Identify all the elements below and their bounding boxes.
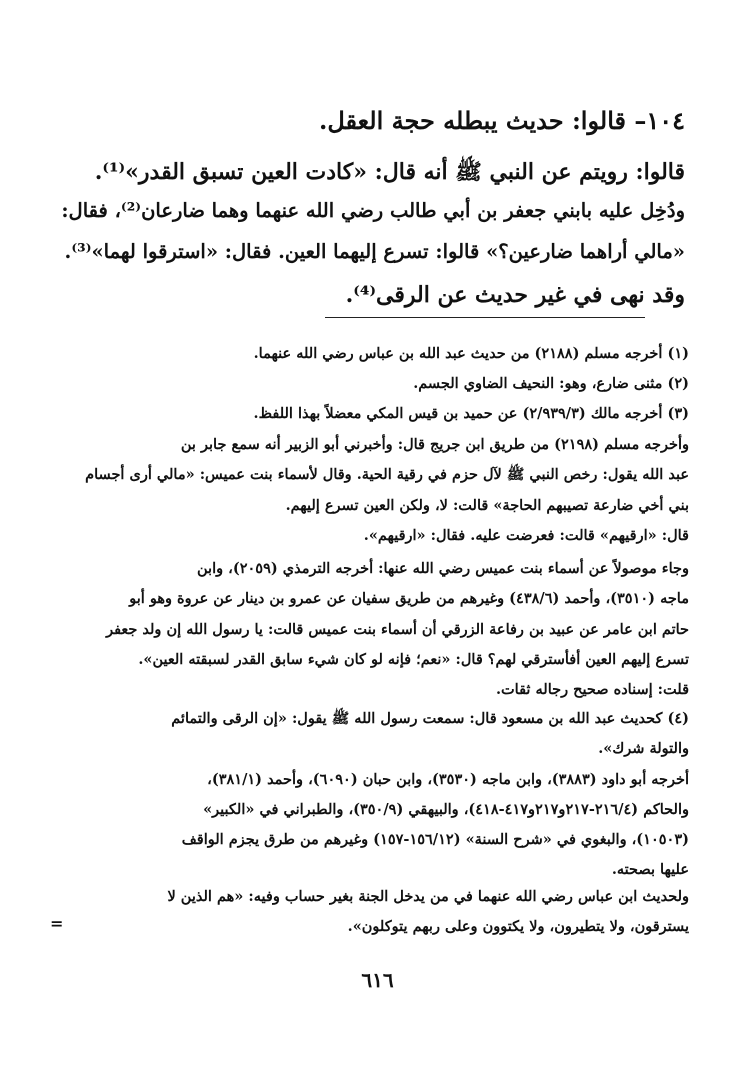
- main-text-line: قالوا: رويتم عن النبي ﷺ أنه قال: «كادت العين تسبق القدر»⁽¹⁾.: [94, 159, 685, 185]
- footnote-line: يسترقون، ولا يتطيرون، ولا يكتوون وعلى ربهم يتوكلون».: [347, 918, 689, 935]
- footnote-line: وأخرجه مسلم (٢١٩٨) من طريق ابن جريج قال: وأخبرني أبو الزبير أنه سمع جابر بن: [180, 436, 689, 453]
- footnote-line: (٤) كحديث عبد الله بن مسعود قال: سمعت رسول الله ﷺ يقول: «إن الرقى والتمائم: [171, 710, 689, 727]
- footnote-line: (١) أخرجه مسلم (٢١٨٨) من حديث عبد الله بن عباس رضي الله عنهما.: [253, 345, 689, 362]
- footnote-line: قال: «ارقيهم» قالت: فعرضت عليه. فقال: «ارقيهم».: [363, 527, 689, 544]
- footnote-line: عليها بصحته.: [611, 861, 689, 878]
- footnote-line: والتولة شرك».: [598, 740, 689, 757]
- footnote-line: (١٠٥٠٣)، والبغوي في «شرح السنة» (١٥٦/١٢-١٥٧) وغيرهم من طرق يجزم الواقف: [181, 831, 689, 848]
- main-text-line: ودُخِل عليه بابني جعفر بن أبي طالب رضي الله عنهما وهما ضارعان⁽²⁾، فقال:: [61, 199, 685, 222]
- main-text-line: وقد نهى في غير حديث عن الرقى⁽⁴⁾.: [345, 282, 685, 308]
- footnote-line: وجاء موصولاً عن أسماء بنت عميس رضي الله عنها: أخرجه الترمذي (٢٠٥٩)، وابن: [197, 560, 689, 577]
- continuation-mark: =: [50, 914, 64, 933]
- footnote-line: (٢) مثنى ضارع، وهو: النحيف الضاوي الجسم.: [413, 375, 689, 392]
- footnote-line: قلت: إسناده صحيح رجاله ثقات.: [495, 681, 689, 698]
- footnote-line: عبد الله يقول: رخص النبي ﷺ لآل حزم في رقية الحية. وقال لأسماء بنت عميس: «مالي أرى أجسام: [85, 466, 689, 483]
- footnote-line: تسرع إليهم العين أفأسترقي لهم؟ قال: «نعم؛ فإنه لو كان شيء سابق القدر لسبقته العين».: [138, 651, 689, 668]
- page-number: ٦١٦: [361, 968, 394, 992]
- footnote-divider: [325, 317, 645, 318]
- footnote-line: حاتم ابن عامر عن عبيد بن رفاعة الزرقي أن أسماء بنت عميس قالت: يا رسول الله إن ولد جعفر: [106, 621, 689, 638]
- section-heading: ١٠٤– قالوا: حديث يبطله حجة العقل.: [319, 106, 685, 135]
- main-text-line: «مالي أراهما ضارعين؟» قالوا: تسرع إليهما العين. فقال: «استرقوا لهما»⁽³⁾.: [64, 240, 685, 263]
- footnote-line: والحاكم (٢١٦/٤-٢١٧و٢١٧و٤١٧-٤١٨)، والبيهقي (٣٥٠/٩)، والطبراني في «الكبير»: [203, 801, 689, 818]
- footnote-line: (٣) أخرجه مالك (٢/٩٣٩/٣) عن حميد بن قيس المكي معضلاً بهذا اللفظ.: [253, 405, 689, 422]
- footnote-line: ولحديث ابن عباس رضي الله عنهما في من يدخل الجنة بغير حساب وفيه: «هم الذين لا: [167, 888, 689, 905]
- footnote-line: ماجه (٣٥١٠)، وأحمد (٤٣٨/٦) وغيرهم من طريق سفيان عن عمرو بن دينار عن عروة وهو أبو: [129, 590, 689, 607]
- footnote-line: أخرجه أبو داود (٣٨٨٣)، وابن ماجه (٣٥٣٠)، وابن حبان (٦٠٩٠)، وأحمد (٣٨١/١)،: [207, 771, 689, 788]
- footnote-line: بني أخي ضارعة تصيبهم الحاجة» قالت: لا، ولكن العين تسرع إليهم.: [285, 497, 689, 514]
